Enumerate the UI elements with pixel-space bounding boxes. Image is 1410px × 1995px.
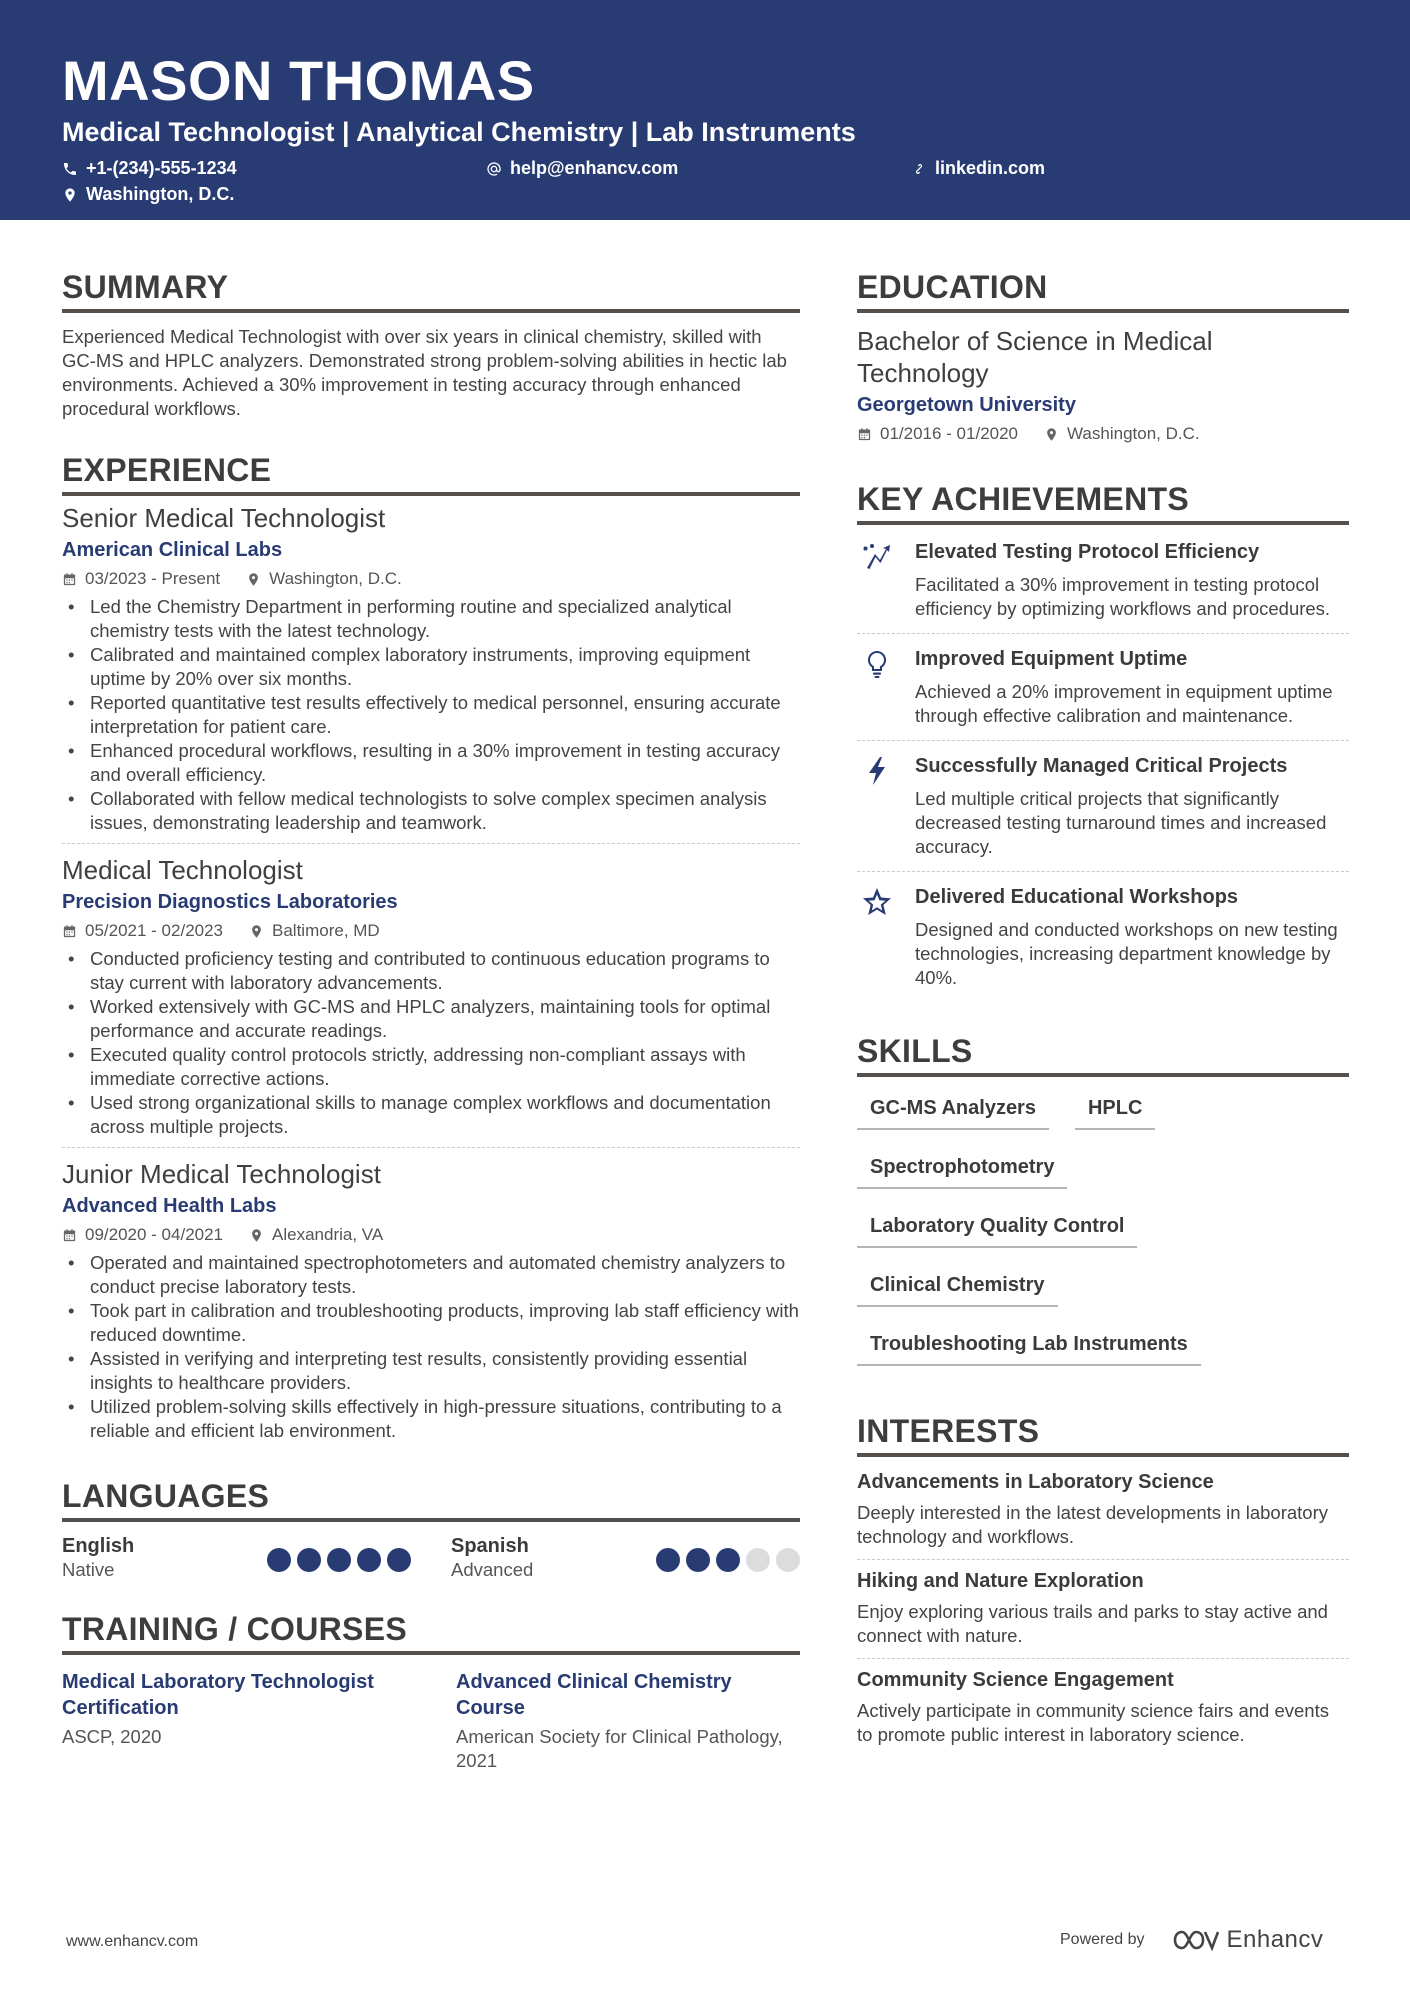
left-column xyxy=(62,268,800,1773)
job-bullet: • Assisted in verifying and interpreting test results, consistently providing essential insights to healthcare providers. xyxy=(62,1347,800,1395)
achievement-desc: Led multiple critical projects that significantly decreased testing turnaround times and increased accuracy. xyxy=(915,788,1327,857)
rating-dot-filled xyxy=(267,1548,291,1572)
calendar-icon xyxy=(62,924,77,939)
linkedin-text[interactable]: linkedin.com xyxy=(935,158,1046,178)
achievement-title: Delivered Educational Workshops xyxy=(915,886,1239,908)
job-title: Senior Medical Technologist xyxy=(62,503,386,533)
section-title-skills: SKILLS xyxy=(857,1032,1349,1077)
job-bullets xyxy=(62,947,800,1139)
training-item xyxy=(456,1669,800,1773)
interest-title: Hiking and Nature Exploration xyxy=(857,1570,1144,1592)
contact-location xyxy=(62,184,234,205)
experience-item xyxy=(62,1147,800,1451)
training-title: Advanced Clinical Chemistry Course xyxy=(456,1671,732,1719)
location-text: Washington, D.C. xyxy=(86,184,235,204)
job-title: Junior Medical Technologist xyxy=(62,1159,381,1189)
job-meta xyxy=(62,919,800,943)
interest-item xyxy=(857,1461,1349,1559)
location-pin-icon xyxy=(246,572,261,587)
experience-item xyxy=(62,502,800,843)
job-bullet: • Conducted proficiency testing and contributed to continuous education programs to stay current with laboratory advancements. xyxy=(62,947,800,995)
rating-dot-filled xyxy=(656,1548,680,1572)
calendar-icon xyxy=(62,1228,77,1243)
job-bullets xyxy=(62,595,800,835)
location-pin-icon xyxy=(62,187,78,203)
job-dates xyxy=(62,919,223,943)
education-location xyxy=(1044,422,1200,446)
section-title-training: TRAINING / COURSES xyxy=(62,1610,800,1655)
brand-logo[interactable] xyxy=(1171,1926,1324,1954)
achievement-desc: Designed and conducted workshops on new testing technologies, increasing department knowledge by 40%. xyxy=(915,919,1338,988)
language-name: English xyxy=(62,1535,135,1557)
interest-title: Advancements in Laboratory Science xyxy=(857,1471,1214,1493)
language-item xyxy=(62,1534,411,1582)
growth-arrow-icon xyxy=(861,541,893,573)
training-section xyxy=(62,1610,800,1773)
languages-list xyxy=(62,1534,800,1582)
lightning-icon xyxy=(861,755,893,787)
contact-phone xyxy=(62,158,237,179)
education-meta xyxy=(857,422,1349,446)
language-level: Native xyxy=(62,1559,115,1580)
rating-dot-filled xyxy=(716,1548,740,1572)
brand-name: Enhancv xyxy=(1226,1926,1324,1953)
training-provider: American Society for Clinical Pathology, 2021 xyxy=(456,1726,783,1771)
powered-by-text: Powered by xyxy=(1060,1931,1145,1948)
training-title: Medical Laboratory Technologist Certification xyxy=(62,1671,374,1719)
company-name: American Clinical Labs xyxy=(62,539,283,561)
job-bullet: • Took part in calibration and troubleshooting products, improving lab staff efficiency with reduced downtime. xyxy=(62,1299,800,1347)
at-icon xyxy=(486,161,502,177)
interest-item xyxy=(857,1658,1349,1757)
education-location-text: Washington, D.C. xyxy=(1067,424,1200,443)
achievement-title: Successfully Managed Critical Projects xyxy=(915,755,1288,777)
skill-tag: Troubleshooting Lab Instruments xyxy=(857,1331,1201,1366)
interest-desc: Actively participate in community science fairs and events to promote public interest in laboratory science. xyxy=(857,1700,1329,1745)
job-dates xyxy=(62,567,220,591)
job-location xyxy=(249,1223,383,1247)
section-title-summary: SUMMARY xyxy=(62,268,800,313)
section-title-experience: EXPERIENCE xyxy=(62,451,800,496)
job-bullet: • Reported quantitative test results effectively to medical personnel, ensuring accurate interpretation for patient care. xyxy=(62,691,800,739)
job-bullet: • Worked extensively with GC-MS and HPLC analyzers, maintaining tools for optimal performance and accurate readings. xyxy=(62,995,800,1043)
languages-section xyxy=(62,1477,800,1582)
job-meta xyxy=(62,567,800,591)
achievement-item xyxy=(857,871,1349,1002)
rating-dot-empty xyxy=(746,1548,770,1572)
link-icon xyxy=(911,161,927,177)
achievements-section xyxy=(857,480,1349,1002)
achievement-title: Improved Equipment Uptime xyxy=(915,648,1188,670)
job-location-text: Alexandria, VA xyxy=(272,1225,384,1244)
skill-tag: Laboratory Quality Control xyxy=(857,1213,1137,1248)
phone-text: +1-(234)-555-1234 xyxy=(86,158,237,178)
skills-list xyxy=(857,1089,1349,1366)
achievement-title: Elevated Testing Protocol Efficiency xyxy=(915,541,1260,563)
candidate-headline: Medical Technologist | Analytical Chemistry | Lab Instruments xyxy=(62,117,856,147)
interest-desc: Deeply interested in the latest developments in laboratory technology and workflows. xyxy=(857,1502,1328,1547)
rating-dot-empty xyxy=(776,1548,800,1572)
job-bullet: • Calibrated and maintained complex laboratory instruments, improving equipment uptime by 20% over six months. xyxy=(62,643,800,691)
job-dates-text: 09/2020 - 04/2021 xyxy=(85,1225,224,1244)
resume-header xyxy=(0,0,1410,220)
training-provider: ASCP, 2020 xyxy=(62,1726,162,1747)
achievement-item xyxy=(857,740,1349,871)
job-bullet: • Led the Chemistry Department in performing routine and specialized analytical chemistry tests with the latest technology. xyxy=(62,595,800,643)
skill-tag: HPLC xyxy=(1075,1095,1155,1130)
school-name: Georgetown University xyxy=(857,394,1076,416)
job-location-text: Baltimore, MD xyxy=(272,921,380,940)
achievement-item xyxy=(857,633,1349,740)
section-title-education: EDUCATION xyxy=(857,268,1349,313)
location-pin-icon xyxy=(1044,427,1059,442)
section-title-interests: INTERESTS xyxy=(857,1412,1349,1457)
job-bullet: • Operated and maintained spectrophotometers and automated chemistry analyzers to conduct precise laboratory tests. xyxy=(62,1251,800,1299)
experience-section xyxy=(62,451,800,1451)
star-icon xyxy=(861,886,893,918)
interest-item xyxy=(857,1559,1349,1658)
location-pin-icon xyxy=(249,924,264,939)
rating-dot-filled xyxy=(297,1548,321,1572)
rating-dot-filled xyxy=(387,1548,411,1572)
training-item xyxy=(62,1669,406,1773)
skill-tag: Clinical Chemistry xyxy=(857,1272,1058,1307)
phone-icon xyxy=(62,161,78,177)
degree-title: Bachelor of Science in Medical Technology xyxy=(857,326,1213,388)
company-name: Advanced Health Labs xyxy=(62,1195,277,1217)
job-bullets xyxy=(62,1251,800,1443)
skills-section xyxy=(857,1032,1349,1366)
language-item xyxy=(451,1534,800,1582)
footer-website[interactable]: www.enhancv.com xyxy=(66,1933,199,1950)
achievement-desc: Achieved a 20% improvement in equipment uptime through effective calibration and maintenance. xyxy=(915,681,1333,726)
language-name: Spanish xyxy=(451,1535,529,1557)
contact-linkedin[interactable] xyxy=(911,158,1045,179)
training-list xyxy=(62,1669,800,1773)
achievement-desc: Facilitated a 30% improvement in testing protocol efficiency by optimizing workflows and procedures. xyxy=(915,574,1331,619)
education-dates xyxy=(857,422,1018,446)
skill-tag: GC-MS Analyzers xyxy=(857,1095,1049,1130)
summary-section xyxy=(62,268,800,421)
email-text[interactable]: help@enhancv.com xyxy=(510,158,679,178)
education-section xyxy=(857,268,1349,446)
interests-section xyxy=(857,1412,1349,1757)
section-title-achievements: KEY ACHIEVEMENTS xyxy=(857,480,1349,525)
experience-item xyxy=(62,843,800,1147)
language-level: Advanced xyxy=(451,1559,534,1580)
rating-dot-filled xyxy=(357,1548,381,1572)
contact-email[interactable] xyxy=(486,158,678,179)
language-rating xyxy=(267,1548,411,1572)
job-bullet: • Collaborated with fellow medical technologists to solve complex specimen analysis issues, demonstrating leadership and teamwork. xyxy=(62,787,800,835)
candidate-name: MASON THOMAS xyxy=(62,49,535,112)
job-title: Medical Technologist xyxy=(62,855,303,885)
rating-dot-filled xyxy=(686,1548,710,1572)
education-dates-text: 01/2016 - 01/2020 xyxy=(880,424,1019,443)
rating-dot-filled xyxy=(327,1548,351,1572)
job-dates-text: 05/2021 - 02/2023 xyxy=(85,921,224,940)
calendar-icon xyxy=(857,427,872,442)
job-location-text: Washington, D.C. xyxy=(269,569,402,588)
enhancv-logo-icon xyxy=(1171,1927,1219,1953)
summary-text: Experienced Medical Technologist with over six years in clinical chemistry, skilled with GC-MS and HPLC analyzers. Demonstrated strong problem-solving abilities in hectic lab environments. Achieved a 30% improvement in testing accuracy through enhanced procedural workflows. xyxy=(62,326,787,419)
company-name: Precision Diagnostics Laboratories xyxy=(62,891,398,913)
language-rating xyxy=(656,1548,800,1572)
interest-desc: Enjoy exploring various trails and parks to stay active and connect with nature. xyxy=(857,1601,1328,1646)
job-bullet: • Executed quality control protocols strictly, addressing non-compliant assays with immediate corrective actions. xyxy=(62,1043,800,1091)
lightbulb-icon xyxy=(861,648,893,680)
right-column xyxy=(857,268,1349,1757)
contact-info xyxy=(62,158,1348,214)
achievement-item xyxy=(857,527,1349,633)
job-location xyxy=(249,919,380,943)
job-bullet: • Used strong organizational skills to manage complex workflows and documentation across multiple projects. xyxy=(62,1091,800,1139)
job-bullet: • Enhanced procedural workflows, resulting in a 30% improvement in testing accuracy and overall efficiency. xyxy=(62,739,800,787)
location-pin-icon xyxy=(249,1228,264,1243)
interest-title: Community Science Engagement xyxy=(857,1669,1174,1691)
section-title-languages: LANGUAGES xyxy=(62,1477,800,1522)
job-dates xyxy=(62,1223,223,1247)
job-bullet: • Utilized problem-solving skills effectively in high-pressure situations, contributing to a reliable and efficient lab environment. xyxy=(62,1395,800,1443)
skill-tag: Spectrophotometry xyxy=(857,1154,1067,1189)
job-meta xyxy=(62,1223,800,1247)
footer-branding xyxy=(1060,1926,1323,1954)
job-dates-text: 03/2023 - Present xyxy=(85,569,221,588)
calendar-icon xyxy=(62,572,77,587)
job-location xyxy=(246,567,402,591)
